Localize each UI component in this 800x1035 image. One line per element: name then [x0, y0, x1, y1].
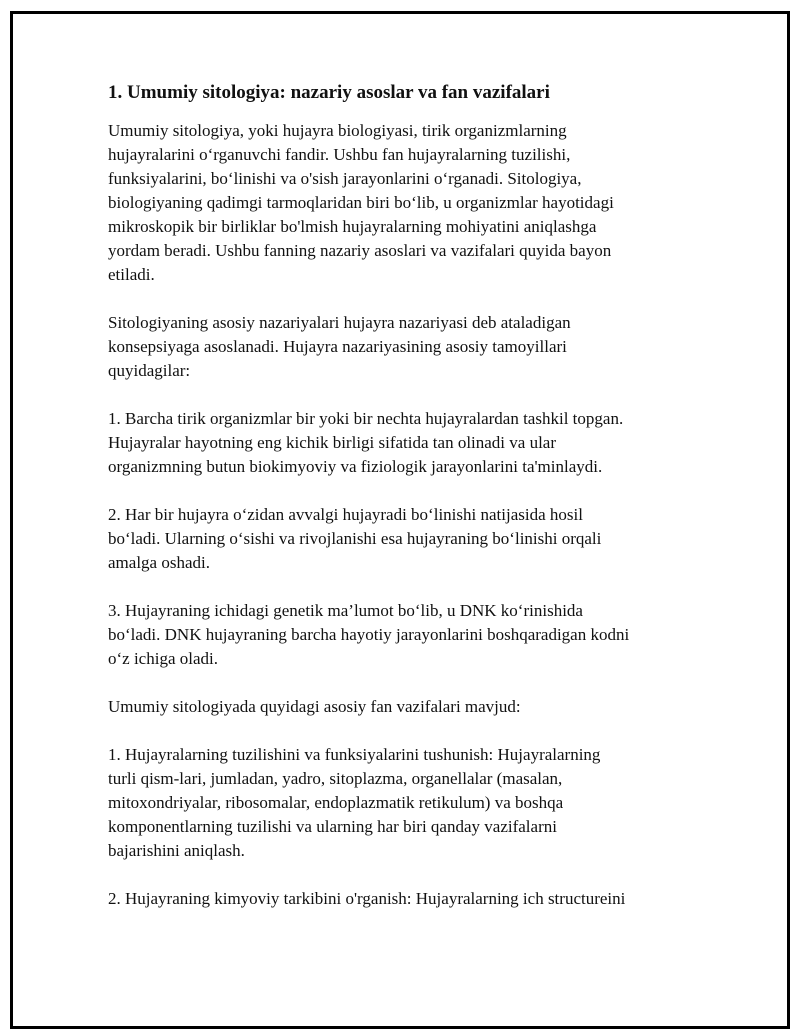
intro-paragraph: Umumiy sitologiya, yoki hujayra biologiyasi, tirik organizmlarning hujayralarini o‘rganuvchi fandir. Ushbu fan hujayralarning tuzilishi, funksiyalarini, bo‘linishi va o'sish jarayonlarini o‘rganadi. Sitologiya, biologiyaning qadimgi tarmoqlaridan biri bo‘lib, u organizmlar hayotidagi mikroskopik bir birliklar bo'lmish hujayralarning mohiyatini aniqlashga yordam beradi. Ushbu fanning nazariy asoslari va vazifalari quyida bayon etiladi. [108, 121, 614, 284]
document-title: 1. Umumiy sitologiya: nazariy asoslar va fan vazifalari [108, 82, 550, 103]
cell-theory-principle-2: 2. Har bir hujayra o‘zidan avvalgi hujayradi bo‘linishi natijasida hosil bo‘ladi. Ularning o‘sishi va rivojlanishi esa hujayraning bo‘linishi orqali amalga oshadi. [108, 505, 602, 572]
document-body [108, 80, 698, 935]
task-item-1: 1. Hujayralarning tuzilishini va funksiyalarini tushunish: Hujayralarning turli qism-lari, jumladan, yadro, sitoplazma, organellalar (masalan, mitoxondriyalar, ribosomalar, endoplazmatik retikulum) va boshqa komponentlarning tuzilishi va ularning har biri qanday vazifalarni bajarishini aniqlash. [108, 745, 601, 860]
cell-theory-principle-1: 1. Barcha tirik organizmlar bir yoki bir nechta hujayralardan tashkil topgan. Hujayralar hayotning eng kichik birligi sifatida tan olinadi va ular organizmning butun biokimyoviy va fiziologik jarayonlarini ta'minlaydi. [108, 409, 624, 476]
task-item-2: 2. Hujayraning kimyoviy tarkibini o'rganish: Hujayralarning ich structureini [108, 889, 626, 908]
cell-theory-principle-3: 3. Hujayraning ichidagi genetik ma’lumot bo‘lib, u DNK ko‘rinishida bo‘ladi. DNK hujayraning barcha hayotiy jarayonlarini boshqaradigan kodni o‘z ichiga oladi. [108, 601, 630, 668]
cell-theory-intro-paragraph: Sitologiyaning asosiy nazariyalari hujayra nazariyasi deb ataladigan konsepsiyaga asoslanadi. Hujayra nazariyasining asosiy tamoyillari quyidagilar: [108, 313, 571, 380]
tasks-intro-paragraph: Umumiy sitologiyada quyidagi asosiy fan vazifalari mavjud: [108, 697, 521, 716]
